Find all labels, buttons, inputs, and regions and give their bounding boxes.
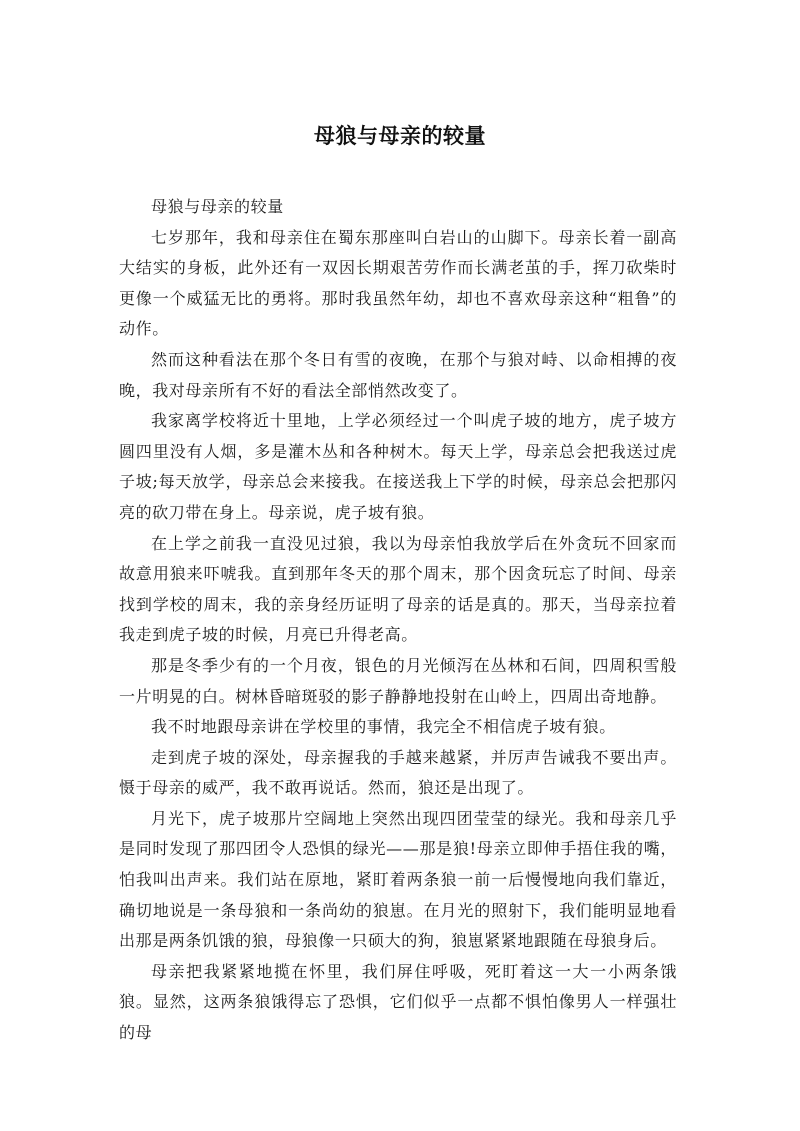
- document-title: 母狼与母亲的较量: [314, 124, 486, 148]
- paragraph: 走到虎子坡的深处，母亲握我的手越来越紧，并厉声告诫我不要出声。慑于母亲的威严，我不敢再说话。然而，狼还是出现了。: [119, 747, 677, 798]
- paragraph: 那是冬季少有的一个月夜，银色的月光倾泻在丛林和石间，四周积雪般一片明晃的白。树林昏暗斑驳的影子静静地投射在山岭上，四周出奇地静。: [119, 655, 677, 706]
- paragraph-subtitle: 母狼与母亲的较量: [151, 197, 284, 216]
- paragraph: 然而这种看法在那个冬日有雪的夜晚，在那个与狼对峙、以命相搏的夜晚，我对母亲所有不好的看法全部悄然改变了。: [119, 349, 677, 400]
- document-body: [119, 192, 677, 1049]
- paragraph: 七岁那年，我和母亲住在蜀东那座叫白岩山的山脚下。母亲长着一副高大结实的身板，此外还有一双因长期艰苦劳作而长满老茧的手，挥刀砍柴时更像一个威猛无比的勇将。那时我虽然年幼，却也不喜欢母亲这种“粗鲁”的动作。: [119, 227, 677, 339]
- paragraph: 我家离学校将近十里地，上学必须经过一个叫虎子坡的地方，虎子坡方圆四里没有人烟，多是灌木丛和各种树木。每天上学，母亲总会把我送过虎子坡;每天放学，母亲总会来接我。在接送我上下学的时候，母亲总会把那闪亮的砍刀带在身上。母亲说，虎子坡有狼。: [119, 411, 677, 522]
- paragraph: 我不时地跟母亲讲在学校里的事情，我完全不相信虎子坡有狼。: [151, 717, 616, 737]
- paragraph: 母亲把我紧紧地揽在怀里，我们屏住呼吸，死盯着这一大一小两条饿狼。显然，这两条狼饿得忘了恐惧，它们似乎一点都不惧怕像男人一样强壮的母: [119, 961, 677, 1043]
- paragraph: 月光下，虎子坡那片空阔地上突然出现四团莹莹的绿光。我和母亲几乎是同时发现了那四团令人恐惧的绿光——那是狼!母亲立即伸手捂住我的嘴，怕我叫出声来。我们站在原地，紧盯着两条狼一前一后慢慢地向我们靠近，确切地说是一条母狼和一条尚幼的狼崽。在月光的照射下，我们能明显地看出那是两条饥饿的狼，母狼像一只硕大的狗，狼崽紧紧地跟随在母狼身后。: [119, 808, 677, 951]
- paragraph: 在上学之前我一直没见过狼，我以为母亲怕我放学后在外贪玩不回家而故意用狼来吓唬我。直到那年冬天的那个周末，那个因贪玩忘了时间、母亲找到学校的周末，我的亲身经历证明了母亲的话是真的。那天，当母亲拉着我走到虎子坡的时候，月亮已升得老高。: [119, 533, 677, 645]
